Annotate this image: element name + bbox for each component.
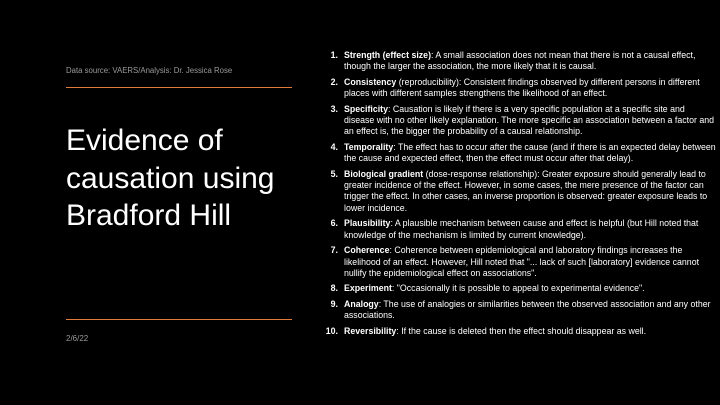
criterion-item bbox=[318, 326, 716, 337]
criterion-term: Temporality bbox=[344, 141, 394, 152]
criterion-description: : A small association does not mean that there is not a causal effect, though the larger the association, the more likely that it is causal. bbox=[344, 50, 696, 72]
criterion-item bbox=[318, 50, 716, 73]
criterion-term: Experiment bbox=[344, 283, 392, 294]
criterion-number: 4. bbox=[330, 141, 338, 152]
criterion-description: : The effect has to occur after the cause (and if there is an expected delay between the cause and expected effect, then the effect must occur after that delay). bbox=[344, 141, 716, 164]
criterion-description: : Causation is likely if there is a very specific population at a specific site and disease with no other likely explanation. The more specific an association between a factor and an effect is, the bigger the probability of a causal relationship. bbox=[344, 103, 715, 137]
criterion-term: Strength (effect size) bbox=[344, 50, 432, 60]
criterion-term: Biological gradient bbox=[344, 168, 424, 179]
criterion-item bbox=[318, 142, 716, 165]
criterion-term: Reversibility bbox=[344, 325, 397, 336]
criterion-number: 7. bbox=[330, 245, 338, 256]
criterion-term: Plausibility bbox=[344, 218, 391, 229]
accent-rule-top bbox=[66, 87, 292, 88]
criterion-description: : Coherence between epidemiological and laboratory findings increases the likelihood of an effect. However, Hill noted that "... lack of such [laboratory] evidence cannot nullify the epidemiological effect on associations". bbox=[344, 245, 700, 278]
criterion-item bbox=[318, 169, 716, 215]
criterion-number: 2. bbox=[330, 76, 338, 87]
bradford-hill-criteria-list bbox=[318, 50, 716, 341]
criterion-number: 10. bbox=[325, 325, 338, 336]
criterion-number: 5. bbox=[330, 168, 338, 179]
criterion-number: 9. bbox=[330, 298, 338, 309]
criterion-description: : A plausible mechanism between cause and effect is helpful (but Hill noted that knowledge of the mechanism is limited by current knowledge). bbox=[344, 218, 699, 240]
slide-title: Evidence of causation using Bradford Hill bbox=[66, 124, 275, 232]
criterion-term: Analogy bbox=[344, 298, 379, 309]
criterion-description: (dose-response relationship): Greater exposure should generally lead to greater incidence of the effect. However, in some cases, the mere presence of the factor can trigger the effect. In other cases, an inverse proportion is observed: greater exposure leads to lower incidence. bbox=[344, 168, 708, 213]
criterion-number: 1. bbox=[330, 50, 338, 60]
criterion-description: (reproducibility): Consistent findings observed by different persons in different places with different samples strengthens the likelihood of an effect. bbox=[344, 76, 700, 99]
criterion-item bbox=[318, 283, 716, 294]
data-source-note: Data source: VAERS/Analysis: Dr. Jessica Rose bbox=[66, 66, 233, 75]
slide-date: 2/6/22 bbox=[66, 334, 89, 343]
criterion-description: : "Occasionally it is possible to appeal to experimental evidence". bbox=[391, 283, 645, 294]
criterion-item bbox=[318, 104, 716, 138]
criterion-item bbox=[318, 299, 716, 322]
criterion-term: Consistency bbox=[344, 76, 397, 87]
criterion-item bbox=[318, 218, 716, 241]
criterion-term: Specificity bbox=[344, 103, 389, 114]
criterion-number: 3. bbox=[330, 103, 338, 114]
criterion-item bbox=[318, 77, 716, 100]
criterion-number: 8. bbox=[330, 283, 338, 294]
accent-rule-bottom bbox=[66, 319, 292, 320]
criterion-description: : The use of analogies or similarities between the observed association and any other associations. bbox=[344, 298, 711, 321]
criterion-description: : If the cause is deleted then the effect should disappear as well. bbox=[396, 325, 647, 336]
criterion-term: Coherence bbox=[344, 245, 390, 256]
criterion-number: 6. bbox=[330, 218, 338, 229]
criterion-item bbox=[318, 245, 716, 279]
